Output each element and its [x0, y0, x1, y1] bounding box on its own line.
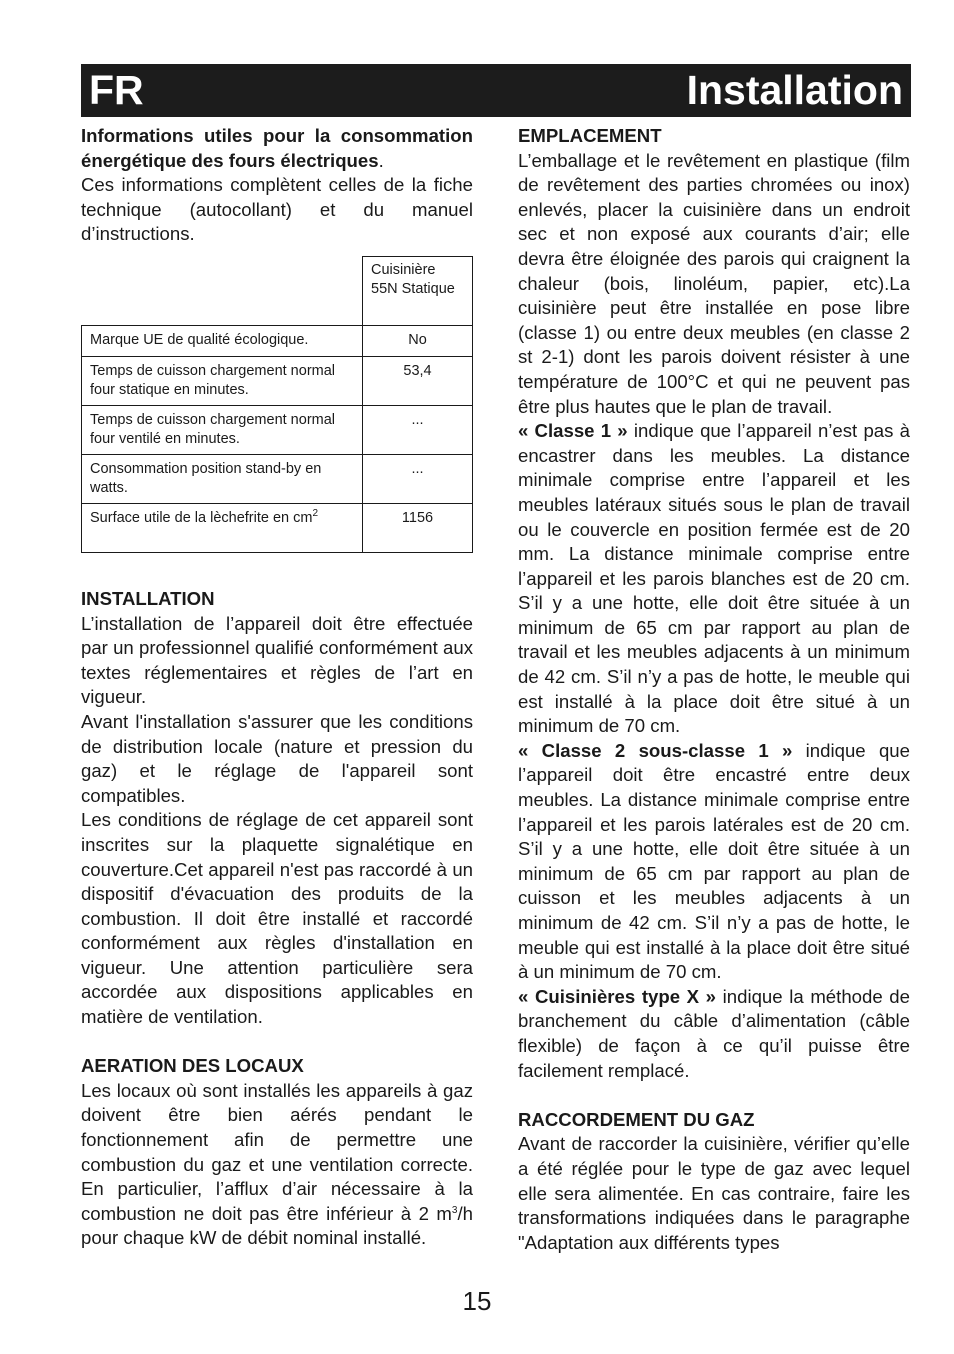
intro-paragraph: Informations utiles pour la consommation énergétique des fours électriques. [81, 125, 473, 171]
typex-paragraph: « Cuisinières type X » indique la méthode de branchement du câble d’alimentation (câble flexible) de façon à ce qu’il puisse être facilement remplacé. [518, 985, 910, 1081]
table-row-label: Marque UE de qualité écologique. [82, 325, 363, 356]
right-column [518, 124, 910, 1255]
table-row-label: Consommation position stand-by en watts. [82, 454, 363, 503]
gaz-heading: RACCORDEMENT DU GAZ [518, 1108, 755, 1130]
table-header-row [82, 256, 473, 325]
table-row-value: 1156 [363, 503, 473, 552]
table-column-header: Cuisinière 55N Statique [363, 256, 473, 325]
aeration-paragraph: Les locaux où sont installés les appareils à gaz doivent être bien aérés pendant le fonctionnement afin de permettre une combustion du gaz et une ventilation correcte. En particulier, l’afflux d’air nécessaire à la combustion ne doit pas être inférieur à 2 $m^3/h$ pour chaque kW de débit nominal installé. [81, 1079, 473, 1249]
table-row-label: Temps de cuisson chargement normal four ventilé en minutes. [82, 405, 363, 454]
table-row-value: ... [363, 454, 473, 503]
installation-paragraph: Les conditions de réglage de cet appareil sont inscrites sur la plaquette signalétique en couverture.Cet appareil n'est pas raccordé à un dispositif d'évacuation des produits de la combustion. Il doit être installé et raccordé conformément aux règles d'installation en vigueur. Une attention particulière sera accordée aux dispositions applicables en matière de ventilation. [81, 809, 473, 1028]
installation-paragraph: Avant l'installation s'assurer que les conditions de distribution locale (nature et pression du gaz) et le réglage de l'appareil sont compatibles. [81, 710, 473, 806]
table-row [82, 454, 473, 503]
table-row [82, 325, 473, 356]
table-row [82, 503, 473, 552]
emplacement-heading: EMPLACEMENT [518, 125, 662, 146]
table-row [82, 405, 473, 454]
gaz-paragraph: Avant de raccorder la cuisinière, vérifier qu’elle a été réglée pour le type de gaz avec lequel elle sera alimentée. En cas contraire, faire les transformations indiquées dans le paragraphe "Adaptation aux différents types [518, 1133, 910, 1253]
intro-heading: Informations utiles pour la consommation énergétique des fours électriques [81, 125, 473, 171]
table-row-value: 53,4 [363, 356, 473, 405]
emplacement-paragraph: L’emballage et le revêtement en plastique (film de revêtement des parties chromées ou inox) enlevés, placer la cuisinière dans un endroit sec et non exposé aux courants d’air; elle devra être éloignée des parois qui craignent la chaleur (bois, linoléum, papier, etc).La cuisinière peut être installée en pose libre (classe 1) ou entre deux meubles (en classe 2 st 2-1) dont les parois doivent résister à une température de 100°C et qui ne peuvent pas être plus hautes que le plan de travail. [518, 149, 910, 417]
aeration-heading: AERATION DES LOCAUX [81, 1055, 304, 1077]
page-header [81, 64, 911, 117]
table-row-value: No [363, 325, 473, 356]
language-code: FR [89, 67, 144, 113]
energy-table [81, 256, 473, 553]
classe2-paragraph: « Classe 2 sous-classe 1 » indique que l’appareil doit être encastré entre deux meubles. La distance minimale comprise entre l’appareil et les parois latérales est de 20 cm. S’il y a une hotte, elle doit être située à un minimum de 65 cm par rapport au plan de cuisson et les meubles adjacents à un minimum de 42 cm. S’il n’y a pas de hotte, le meuble qui est installé à la place doit être situé à un minimum de 70 cm. [518, 739, 910, 983]
installation-paragraph: L’installation de l’appareil doit être effectuée par un professionnel qualifié conformément aux textes réglementaires et règles de l’art en vigueur. [81, 612, 473, 708]
table-row [82, 356, 473, 405]
classe1-paragraph: « Classe 1 » indique que l’appareil n’est pas à encastrer dans les meubles. La distance minimale comprise entre l’appareil et les meubles latéraux situés sous le plan de travail ou le couvercle en position fermée est de 20 mm. La distance minimale comprise entre l’appareil et les parois blanches est de 20 cm. S’il y a une hotte, elle doit être située à un minimum de 65 cm par rapport au plan de travail et les meubles adjacents à un minimum de 42 cm. S’il n’y a pas de hotte, le meuble qui est installé à la place doit être situé à un minimum de 70 cm. [518, 420, 910, 737]
installation-heading: INSTALLATION [81, 587, 215, 609]
intro-text: Ces informations complètent celles de la fiche technique (autocollant) et du manuel d’instructions. [81, 174, 473, 245]
left-column [81, 124, 473, 1251]
page-title: Installation [686, 67, 903, 113]
table-row-value: ... [363, 405, 473, 454]
page-number: 15 [462, 1286, 492, 1316]
table-row-label: Surface utile de la lèchefrite en $cm^2$ [82, 503, 363, 552]
table-row-label: Temps de cuisson chargement normal four statique en minutes. [82, 356, 363, 405]
